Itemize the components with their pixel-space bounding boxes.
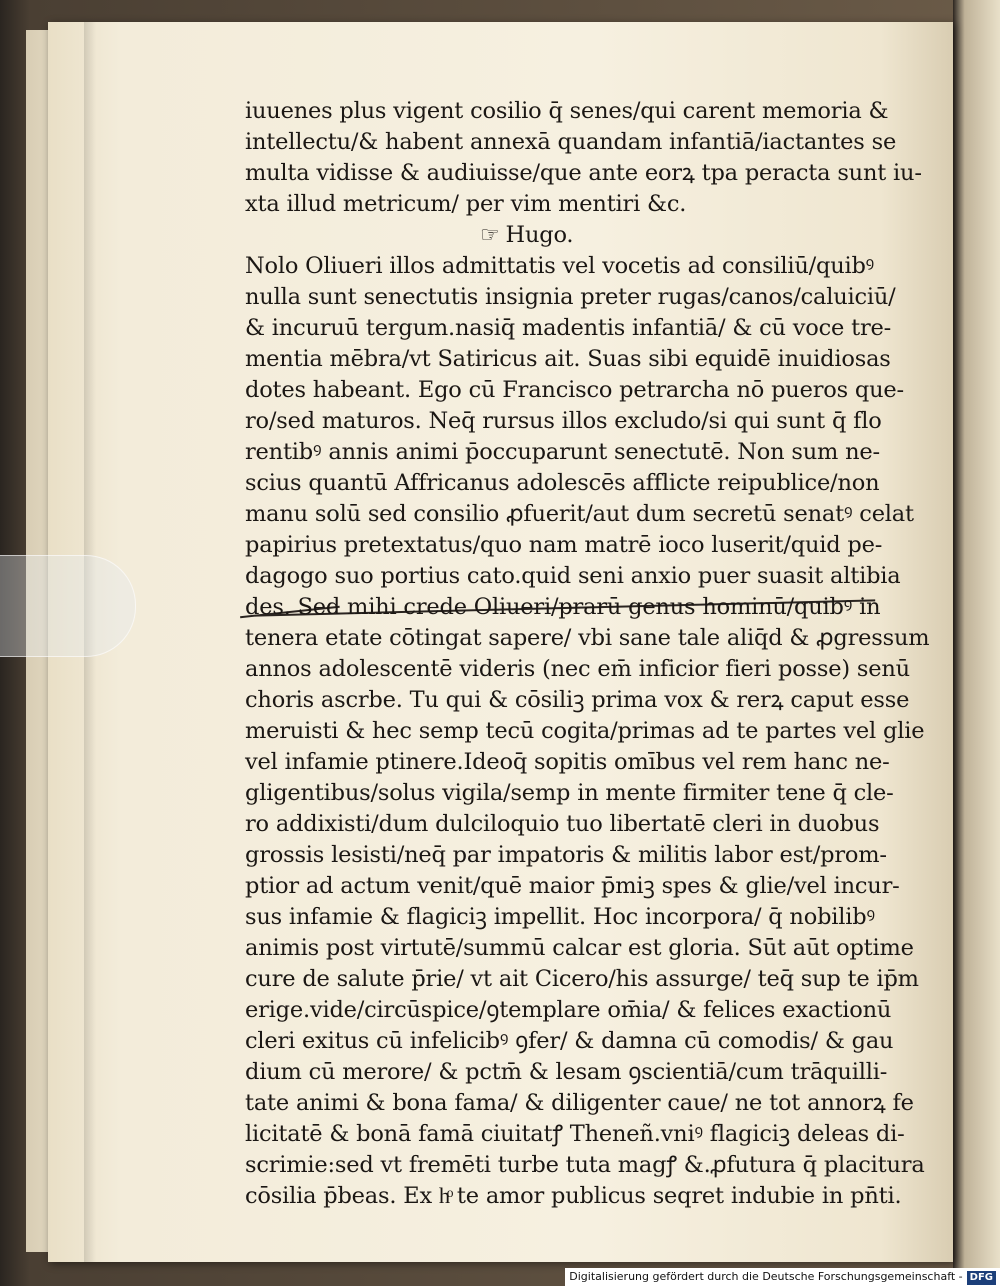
text-line: multa vidisse & audiuisse/que ante eorꝝ tpa peracta sunt iu- <box>245 160 922 186</box>
text-line: meruisti & hec semp tecū cogita/primas ad te partes vel glie <box>245 718 925 744</box>
speaker-name: Hugo. <box>505 222 574 248</box>
text-line: grossis lesisti/neq̄ par impatoris & militis labor est/prom- <box>245 842 887 868</box>
text-line: ro/sed maturos. Neq̄ rursus illos excludo/si qui sunt q̄ flo <box>245 408 882 434</box>
text-line: des. Sed mihi crede Oliueri/prarū genus hominū/quibꝰ in <box>245 594 881 620</box>
text-line: sus infamie & flagiciꝫ impellit. Hoc incorpora/ q̄ nobilibꝰ <box>245 904 875 930</box>
text-line: scius quantū Affricanus adolescēs afflicte reipublice/non <box>245 470 880 496</box>
speaker-heading <box>245 220 885 251</box>
text-line: dium cū merore/ & pctm̄ & lesam ꝯscientiā/cum trāquilli- <box>245 1059 888 1085</box>
text-line: tate animi & bona fama/ & diligenter caue/ ne tot annorꝝ fe <box>245 1090 914 1116</box>
dfg-logo: DFG <box>967 1271 996 1285</box>
text-line: choris ascrbe. Tu qui & cōsiliꝫ prima vox & rerꝝ caput esse <box>245 687 910 713</box>
facing-page-edge <box>953 0 1000 1270</box>
text-line: dotes habeant. Ego cū Francisco petrarcha nō pueros que- <box>245 377 904 403</box>
page-clip <box>0 555 136 657</box>
funding-footer <box>565 1268 1000 1286</box>
text-line: animis post virtutē/summū calcar est gloria. Sūt aūt optime <box>245 935 914 961</box>
text-line: ro addixisti/dum dulciloquio tuo libertatē cleri in duobus <box>245 811 880 837</box>
text-line: dagogo suo portius cato.quid seni anxio puer suasit altibia <box>245 563 901 589</box>
text-line: xta illud metricum/ per vim mentiri &c. <box>245 191 687 217</box>
text-line: cleri exitus cū infelicibꝰ ꝯfer/ & damna cū comodis/ & gau <box>245 1028 894 1054</box>
text-line: manu solū sed consilio ꝓfuerit/aut dum secretū senatꝰ celat <box>245 501 914 527</box>
text-line: gligentibus/solus vigila/semp in mente firmiter tene q̄ cle- <box>245 780 894 806</box>
text-line: iuuenes plus vigent cosilio q̄ senes/qui carent memoria & <box>245 98 889 124</box>
text-line: ptior ad actum venit/quē maior p̄miꝫ spes & glie/vel incur- <box>245 873 900 899</box>
text-line: licitatē & bonā famā ciuitatꝭ Theneñ.vniꝰ flagiciꝫ deleas di- <box>245 1121 905 1147</box>
text-line: cure de salute p̄rie/ vt ait Cicero/his assurge/ teq̄ sup te ip̄m <box>245 966 919 992</box>
text-line: papirius pretextatus/quo nam matrē ioco luserit/quid pe- <box>245 532 883 558</box>
text-line: vel infamie ptinere.Ideoq̄ sopitis omībus vel rem hanc ne- <box>245 749 890 775</box>
text-line: cōsilia p̄beas. Ex hͦ te amor publicus seqret indubie in pn̄ti. <box>245 1183 902 1209</box>
text-line: & incuruū tergum.nasiq̄ madentis infantiā/ & cū voce tre- <box>245 315 892 341</box>
text-line: erige.vide/circūspice/ꝯtemplare om̄ia/ & felices exactionū <box>245 997 892 1023</box>
text-line: rentibꝰ annis animi p̄occuparunt senectutē. Non sum ne- <box>245 439 880 465</box>
text-line: intellectu/& habent annexā quandam infantiā/iactantes se <box>245 129 897 155</box>
text-line: annos adolescentē videris (nec em̄ inficior fieri posse) senū <box>245 656 910 682</box>
text-line: scrimie:sed vt fremēti turbe tuta magꝭ &.ꝓfutura q̄ placitura <box>245 1152 925 1178</box>
footer-text: Digitalisierung gefördert durch die Deutsche Forschungsgemeinschaft - <box>569 1270 963 1283</box>
text-line: tenera etate cōtingat sapere/ vbi sane tale aliq̄d & ꝓgressum <box>245 625 930 651</box>
text-line: Nolo Oliueri illos admittatis vel vocetis ad consiliū/quibꝰ <box>245 253 875 279</box>
printed-text-block <box>245 96 930 1212</box>
text-line: mentia mēbra/vt Satiricus ait. Suas sibi equidē inuidiosas <box>245 346 891 372</box>
text-line: nulla sunt senectutis insignia preter rugas/canos/caluiciū/ <box>245 284 896 310</box>
manicule-icon: ☞ <box>480 223 500 248</box>
